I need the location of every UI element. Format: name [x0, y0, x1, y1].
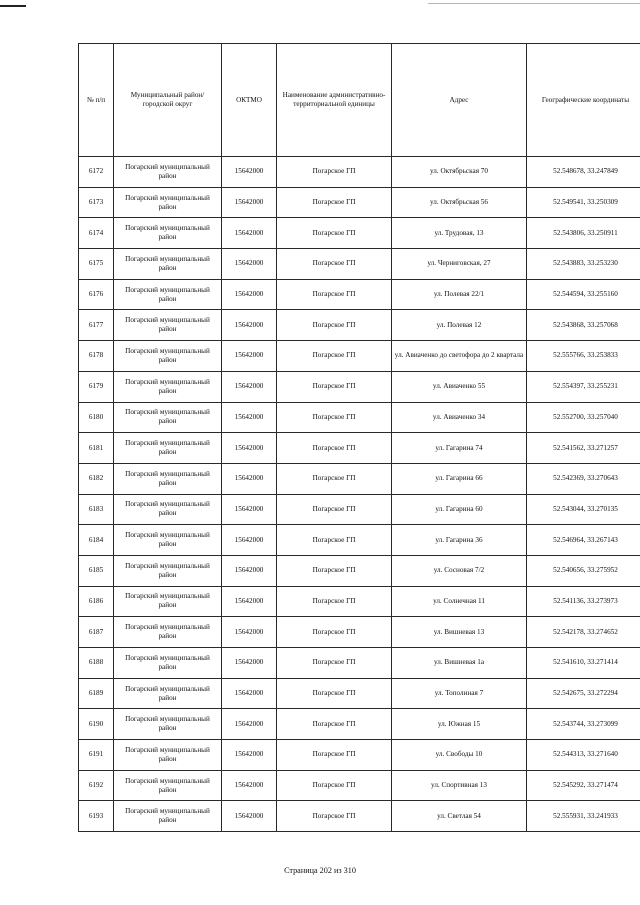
header-address: Адрес — [392, 44, 527, 157]
cell-oktmo: 15642000 — [222, 586, 277, 617]
cell-number: 6191 — [79, 740, 114, 771]
cell-oktmo: 15642000 — [222, 402, 277, 433]
header-district: Муниципальный район/городской округ — [114, 44, 222, 157]
cell-coordinates: 52.543868, 33.257068 — [527, 310, 640, 341]
cell-address: ул. Тополиная 7 — [392, 678, 527, 709]
cell-coordinates: 52.554397, 33.255231 — [527, 371, 640, 402]
cell-coordinates: 52.542675, 33.272294 — [527, 678, 640, 709]
cell-admin-unit: Погарское ГП — [277, 770, 392, 801]
cell-coordinates: 52.555931, 33.241933 — [527, 801, 640, 832]
cell-oktmo: 15642000 — [222, 187, 277, 218]
cell-number: 6181 — [79, 433, 114, 464]
cell-district: Погарский муниципальный район — [114, 740, 222, 771]
cell-address: ул. Черниговская, 27 — [392, 249, 527, 280]
cell-oktmo: 15642000 — [222, 801, 277, 832]
cell-admin-unit: Погарское ГП — [277, 525, 392, 556]
cell-coordinates: 52.549541, 33.250309 — [527, 187, 640, 218]
cell-oktmo: 15642000 — [222, 279, 277, 310]
table-row — [79, 187, 640, 218]
cell-district: Погарский муниципальный район — [114, 709, 222, 740]
cell-address: ул. Гагарина 60 — [392, 494, 527, 525]
cell-number: 6172 — [79, 157, 114, 188]
cell-address: ул. Полевая 12 — [392, 310, 527, 341]
table-row — [79, 402, 640, 433]
cell-admin-unit: Погарское ГП — [277, 310, 392, 341]
cell-coordinates: 52.542369, 33.270643 — [527, 463, 640, 494]
footer-page-label: Страница — [284, 866, 318, 875]
page-footer — [0, 866, 640, 875]
cell-coordinates: 52.541562, 33.271257 — [527, 433, 640, 464]
table-row — [79, 341, 640, 372]
cell-admin-unit: Погарское ГП — [277, 740, 392, 771]
cell-number: 6173 — [79, 187, 114, 218]
cell-address: ул. Авиаченко до светофора до 2 квартала — [392, 341, 527, 372]
header-oktmo: ОКТМО — [222, 44, 277, 157]
cell-admin-unit: Погарское ГП — [277, 678, 392, 709]
cell-coordinates: 52.542178, 33.274652 — [527, 617, 640, 648]
table-row — [79, 617, 640, 648]
cell-admin-unit: Погарское ГП — [277, 586, 392, 617]
cell-oktmo: 15642000 — [222, 157, 277, 188]
cell-district: Погарский муниципальный район — [114, 678, 222, 709]
cell-admin-unit: Погарское ГП — [277, 463, 392, 494]
cell-address: ул. Вишневая 1а — [392, 648, 527, 679]
table-row — [79, 525, 640, 556]
table-header-row — [79, 44, 640, 157]
cell-address: ул. Вишневая 13 — [392, 617, 527, 648]
cell-coordinates: 52.543744, 33.273099 — [527, 709, 640, 740]
cell-coordinates: 52.541136, 33.273973 — [527, 586, 640, 617]
cell-oktmo: 15642000 — [222, 709, 277, 740]
table-row — [79, 678, 640, 709]
cell-number: 6182 — [79, 463, 114, 494]
cell-oktmo: 15642000 — [222, 555, 277, 586]
cell-coordinates: 52.544594, 33.255160 — [527, 279, 640, 310]
cell-number: 6184 — [79, 525, 114, 556]
cell-number: 6186 — [79, 586, 114, 617]
cell-number: 6193 — [79, 801, 114, 832]
cell-district: Погарский муниципальный район — [114, 525, 222, 556]
table-row — [79, 740, 640, 771]
table-row — [79, 586, 640, 617]
footer-total-pages: 310 — [343, 866, 356, 875]
header-coordinates: Географические координаты — [527, 44, 640, 157]
table-row — [79, 157, 640, 188]
cell-district: Погарский муниципальный район — [114, 463, 222, 494]
cell-oktmo: 15642000 — [222, 463, 277, 494]
cell-number: 6187 — [79, 617, 114, 648]
table-row — [79, 433, 640, 464]
cell-oktmo: 15642000 — [222, 770, 277, 801]
cell-district: Погарский муниципальный район — [114, 187, 222, 218]
header-number: № п/п — [79, 44, 114, 157]
cell-district: Погарский муниципальный район — [114, 249, 222, 280]
cell-address: ул. Гагарина 36 — [392, 525, 527, 556]
cell-admin-unit: Погарское ГП — [277, 187, 392, 218]
cell-address: ул. Гагарина 74 — [392, 433, 527, 464]
cell-number: 6183 — [79, 494, 114, 525]
cell-number: 6190 — [79, 709, 114, 740]
cell-coordinates: 52.548678, 33.247849 — [527, 157, 640, 188]
cell-district: Погарский муниципальный район — [114, 218, 222, 249]
cell-admin-unit: Погарское ГП — [277, 555, 392, 586]
cell-district: Погарский муниципальный район — [114, 402, 222, 433]
cell-address: ул. Октябрьская 56 — [392, 187, 527, 218]
cell-oktmo: 15642000 — [222, 341, 277, 372]
table-row — [79, 770, 640, 801]
cell-number: 6177 — [79, 310, 114, 341]
cell-district: Погарский муниципальный район — [114, 310, 222, 341]
cell-address: ул. Сосновая 7/2 — [392, 555, 527, 586]
cell-admin-unit: Погарское ГП — [277, 494, 392, 525]
cell-oktmo: 15642000 — [222, 678, 277, 709]
cell-number: 6189 — [79, 678, 114, 709]
cell-address: ул. Авиаченко 34 — [392, 402, 527, 433]
registry-table — [78, 43, 640, 832]
cell-admin-unit: Погарское ГП — [277, 709, 392, 740]
cell-admin-unit: Погарское ГП — [277, 402, 392, 433]
table-row — [79, 218, 640, 249]
table-row — [79, 494, 640, 525]
cell-address: ул. Авиаченко 55 — [392, 371, 527, 402]
cell-oktmo: 15642000 — [222, 249, 277, 280]
table-body — [79, 157, 640, 832]
cell-district: Погарский муниципальный район — [114, 433, 222, 464]
cell-coordinates: 52.543883, 33.253230 — [527, 249, 640, 280]
cell-oktmo: 15642000 — [222, 494, 277, 525]
cell-admin-unit: Погарское ГП — [277, 801, 392, 832]
cell-coordinates: 52.545292, 33.271474 — [527, 770, 640, 801]
cell-admin-unit: Погарское ГП — [277, 617, 392, 648]
cell-district: Погарский муниципальный район — [114, 648, 222, 679]
cell-number: 6192 — [79, 770, 114, 801]
scan-edge-mark — [0, 5, 26, 7]
cell-address: ул. Светлая 54 — [392, 801, 527, 832]
cell-admin-unit: Погарское ГП — [277, 648, 392, 679]
cell-coordinates: 52.546964, 33.267143 — [527, 525, 640, 556]
cell-district: Погарский муниципальный район — [114, 371, 222, 402]
cell-district: Погарский муниципальный район — [114, 586, 222, 617]
cell-district: Погарский муниципальный район — [114, 770, 222, 801]
cell-coordinates: 52.541610, 33.271414 — [527, 648, 640, 679]
cell-oktmo: 15642000 — [222, 218, 277, 249]
cell-admin-unit: Погарское ГП — [277, 279, 392, 310]
cell-coordinates: 52.555766, 33.253833 — [527, 341, 640, 372]
footer-of-label: из — [333, 866, 342, 875]
cell-oktmo: 15642000 — [222, 740, 277, 771]
table-row — [79, 310, 640, 341]
table-row — [79, 555, 640, 586]
cell-address: ул. Трудовая, 13 — [392, 218, 527, 249]
cell-address: ул. Гагарина 66 — [392, 463, 527, 494]
cell-oktmo: 15642000 — [222, 648, 277, 679]
cell-admin-unit: Погарское ГП — [277, 218, 392, 249]
cell-district: Погарский муниципальный район — [114, 801, 222, 832]
scan-top-line — [428, 3, 640, 4]
table-row — [79, 463, 640, 494]
cell-district: Погарский муниципальный район — [114, 555, 222, 586]
cell-admin-unit: Погарское ГП — [277, 341, 392, 372]
cell-admin-unit: Погарское ГП — [277, 157, 392, 188]
cell-admin-unit: Погарское ГП — [277, 371, 392, 402]
cell-number: 6178 — [79, 341, 114, 372]
table-row — [79, 279, 640, 310]
cell-oktmo: 15642000 — [222, 525, 277, 556]
cell-oktmo: 15642000 — [222, 371, 277, 402]
cell-oktmo: 15642000 — [222, 617, 277, 648]
cell-address: ул. Южная 15 — [392, 709, 527, 740]
table-row — [79, 801, 640, 832]
cell-district: Погарский муниципальный район — [114, 157, 222, 188]
cell-number: 6176 — [79, 279, 114, 310]
cell-oktmo: 15642000 — [222, 433, 277, 464]
cell-address: ул. Солнечная 11 — [392, 586, 527, 617]
cell-number: 6180 — [79, 402, 114, 433]
cell-address: ул. Полевая 22/1 — [392, 279, 527, 310]
cell-district: Погарский муниципальный район — [114, 494, 222, 525]
cell-address: ул. Спортивная 13 — [392, 770, 527, 801]
cell-coordinates: 52.544313, 33.271640 — [527, 740, 640, 771]
cell-coordinates: 52.543044, 33.270135 — [527, 494, 640, 525]
header-admin-unit: Наименование административно-территориальной единицы — [277, 44, 392, 157]
cell-number: 6185 — [79, 555, 114, 586]
cell-oktmo: 15642000 — [222, 310, 277, 341]
cell-district: Погарский муниципальный район — [114, 341, 222, 372]
table-row — [79, 709, 640, 740]
cell-number: 6179 — [79, 371, 114, 402]
cell-coordinates: 52.543806, 33.250911 — [527, 218, 640, 249]
cell-number: 6175 — [79, 249, 114, 280]
cell-coordinates: 52.540656, 33.275952 — [527, 555, 640, 586]
cell-number: 6174 — [79, 218, 114, 249]
footer-page-number: 202 — [319, 866, 332, 875]
cell-admin-unit: Погарское ГП — [277, 433, 392, 464]
table-row — [79, 648, 640, 679]
table-row — [79, 249, 640, 280]
cell-address: ул. Свободы 10 — [392, 740, 527, 771]
cell-number: 6188 — [79, 648, 114, 679]
cell-district: Погарский муниципальный район — [114, 279, 222, 310]
cell-district: Погарский муниципальный район — [114, 617, 222, 648]
table-row — [79, 371, 640, 402]
cell-coordinates: 52.552700, 33.257040 — [527, 402, 640, 433]
cell-admin-unit: Погарское ГП — [277, 249, 392, 280]
cell-address: ул. Октябрьская 70 — [392, 157, 527, 188]
